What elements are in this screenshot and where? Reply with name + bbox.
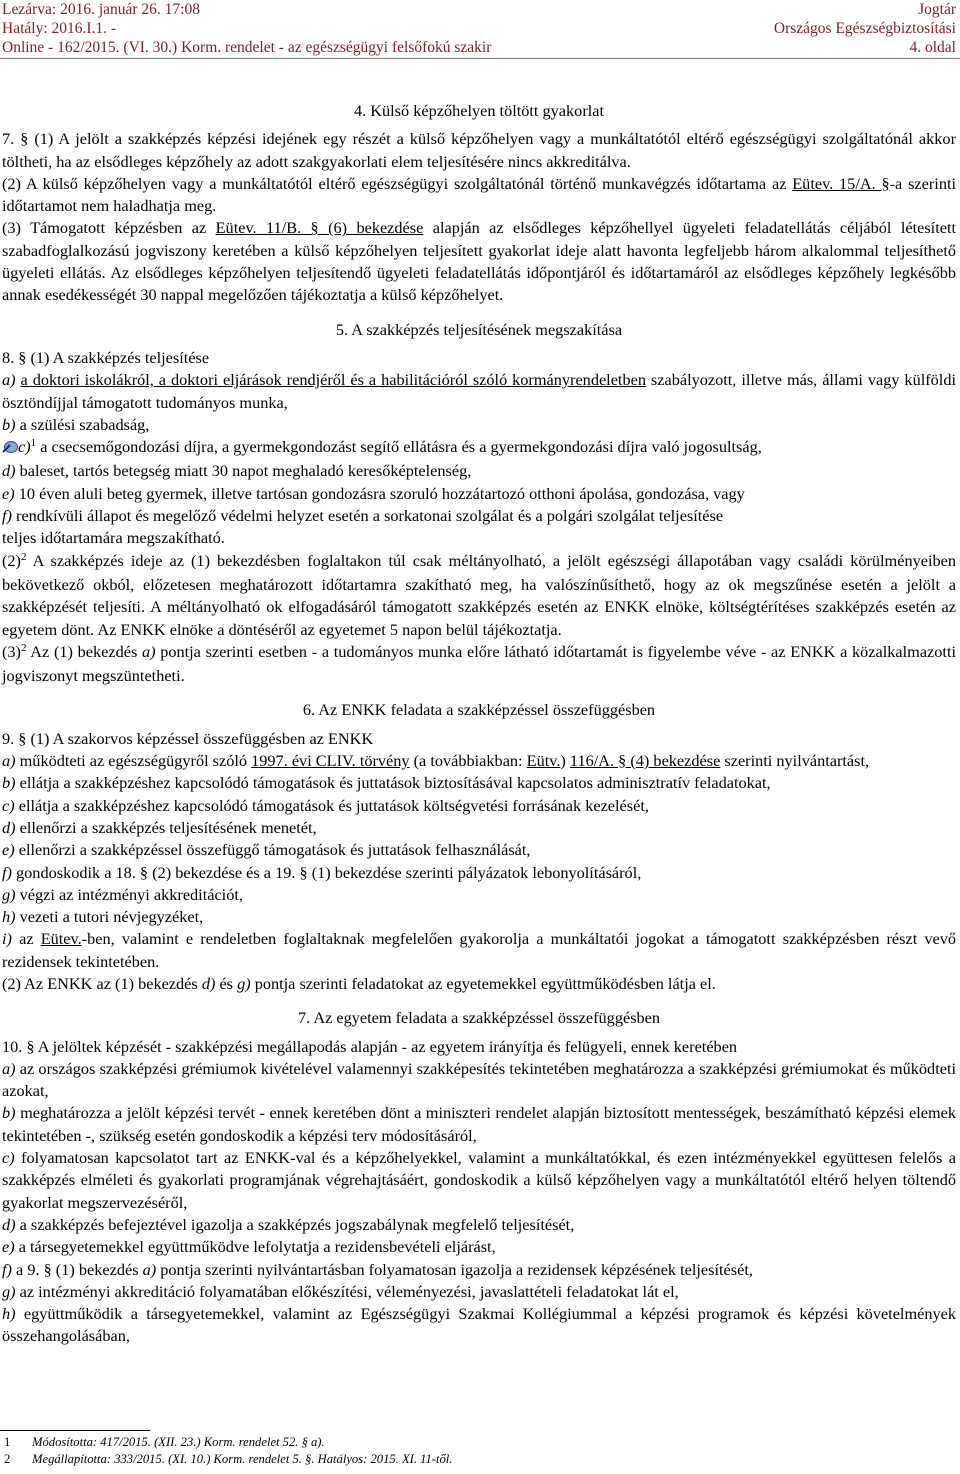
- text: (2) A külső képzőhelyen vagy a munkáltatótól eltérő egészségügyi szolgáltatónál történő munkavégzés időtartama az: [2, 173, 793, 193]
- text: gondoskodik a 18. § (2) bekezdése és a 19. § (1) bekezdése szerinti pályázatok lebonyolításáról,: [11, 862, 642, 882]
- text: szerinti nyilvántartást,: [720, 751, 870, 771]
- footnote-ref[interactable]: 2: [20, 641, 27, 654]
- header-brand: Jogtár: [918, 1, 956, 18]
- point-8-a: [2, 369, 956, 414]
- point-9-i: [2, 928, 956, 973]
- page-number: 4. oldal: [909, 39, 956, 56]
- link-116a[interactable]: 116/A. § (4) bekezdése: [569, 751, 721, 771]
- point-label: b): [2, 1103, 16, 1123]
- footnote-number: 1: [4, 1435, 11, 1449]
- point-label: d): [2, 1214, 16, 1234]
- point-8-c: [2, 436, 956, 460]
- footnote-text: Módosította: 417/2015. (XII. 23.) Korm. rendelet 52. § a).: [32, 1435, 325, 1449]
- paragraph-8-tail: teljes időtartamára megszakítható.: [2, 528, 225, 548]
- point-8-b: [2, 414, 956, 436]
- point-8-e: [2, 483, 956, 505]
- point-9-c: [2, 795, 956, 817]
- point-9-g: [2, 884, 956, 906]
- point-label: f): [2, 1259, 12, 1279]
- paragraph-8-3: [2, 641, 956, 688]
- paragraph-10: 10. § A jelöltek képzését - szakképzési megállapodás alapján - az egyetem irányítja és felügyeli, ennek keretében: [2, 1036, 738, 1056]
- header-left: [2, 0, 491, 57]
- link-doktori-rendelet[interactable]: a doktori iskolákról, a doktori eljárások rendjéről és a habilitációról szóló kormányrendeletben: [20, 370, 646, 390]
- point-9-e: [2, 839, 956, 861]
- point-label: e): [2, 1237, 15, 1257]
- footnote-divider: [0, 1430, 150, 1431]
- text: ): [560, 751, 570, 771]
- paragraph-7-1: 7. § (1) A jelölt a szakképzés képzési idejének egy részét a külső képzőhelyen vagy a munkáltatótól eltérő egészségügyi szolgáltatónál akkor töltheti, ha az elsődleges képzőhely az adott szakgyakorlati elem teljesítésére nincs akkreditálva.: [2, 129, 956, 171]
- text: pontja szerinti feladatokat az egyetemekkel együttműködésben látja el.: [250, 973, 716, 993]
- text: végzi az intézményi akkreditációt,: [15, 884, 243, 904]
- text: meghatározza a jelölt képzési tervét - ennek keretében dönt a miniszteri rendelet alapján biztosított mentességek, beszámítható képzési elemek tekintetében -, szükség esetén gondoskodik a képzési terv módosításáról,: [2, 1103, 956, 1145]
- point-label: a): [142, 1259, 157, 1279]
- text: (3) Támogatott képzésben az: [2, 218, 216, 238]
- point-label: e): [2, 483, 15, 503]
- point-9-h: [2, 906, 956, 928]
- header-right: [774, 0, 956, 57]
- amendment-icon[interactable]: [2, 438, 18, 452]
- paragraph-7-3: [2, 217, 956, 306]
- text: Az (1) bekezdés: [26, 641, 142, 661]
- point-label: g): [2, 1281, 16, 1301]
- point-label: d): [2, 817, 16, 837]
- text: a társegyetemekkel együttműködve lefolytatja a rezidensbevételi eljárást,: [14, 1237, 496, 1257]
- text: ellátja a szakképzéshez kapcsolódó támogatások és juttatások költségvetési forrásának kezelését,: [14, 795, 649, 815]
- text: (3): [2, 641, 21, 661]
- text: az országos szakképzési grémiumok kivételével valamennyi szakképesítés tekintetében meghatározza a szakképzési grémiumokat és működteti azokat,: [2, 1058, 956, 1101]
- text: pontja szerinti esetben - a tudományos munka előre látható időtartamát is figyelembe véve - az ENKK a közalkalmazotti jogviszonyt megszüntetheti.: [2, 641, 956, 686]
- text: az intézményi akkreditáció folyamatában előkészítési, véleményezési, javaslattételi feladatokat lát el,: [15, 1281, 679, 1301]
- header-institution: Országos Egészségbiztosítási: [773, 20, 956, 37]
- link-eutev[interactable]: Eütev.: [40, 929, 82, 949]
- section-heading-6: 6. Az ENKK feladata a szakképzéssel összefüggésben: [302, 700, 656, 720]
- text: (a továbbiakban:: [409, 751, 527, 771]
- point-9-b: [2, 772, 956, 794]
- link-eutv[interactable]: Eütv.: [526, 751, 561, 771]
- point-9-d: [2, 817, 956, 839]
- link-1997-cliv[interactable]: 1997. évi CLIV. törvény: [251, 751, 410, 771]
- point-label: e): [2, 840, 15, 860]
- point-label: c): [2, 795, 15, 815]
- point-9-f: [2, 862, 956, 884]
- section-heading-7: 7. Az egyetem feladata a szakképzéssel összefüggésben: [297, 1008, 661, 1028]
- point-label: c): [18, 437, 31, 457]
- text: -ben, valamint e rendeletben foglaltaknak megfelelően gyakorolja a munkáltatói jogokat a támogatott szakképzésben részt vevő rezidensek tekintetében.: [2, 929, 957, 971]
- text: a csecsemőgondozási díjra, a gyermekgondozást segítő ellátásra és a gyermekgondozási díjra való jogosultság,: [36, 437, 762, 457]
- text: baleset, tartós betegség miatt 30 napot meghaladó keresőképtelenség,: [15, 461, 472, 481]
- paragraph-8-1: 8. § (1) A szakképzés teljesítése: [2, 347, 210, 367]
- point-label: f): [2, 862, 12, 882]
- footnote-2: [0, 1451, 960, 1468]
- point-9-a: [2, 750, 956, 772]
- paragraph-8-2: [2, 550, 956, 641]
- point-label: a): [141, 641, 156, 661]
- link-eutev-15a[interactable]: Eütev. 15/A. §: [792, 173, 890, 193]
- point-label: d): [2, 461, 16, 481]
- text: a szülési szabadság,: [15, 414, 150, 434]
- point-label: c): [2, 1148, 15, 1168]
- paragraph-7-2: [2, 173, 956, 218]
- paragraph-9-1: 9. § (1) A szakorvos képzéssel összefüggésben az ENKK: [2, 728, 374, 748]
- text: A szakképzés ideje az (1) bekezdésben foglaltakon túl csak méltányolható, a jelölt egészségi állapotában vagy családi körülményeiben bekövetkező okból, előzetesen meghatározott időtartamra szakítható meg, ha valószínűsíthető, hogy az ok megszűnése esetén a jelölt a szakképzését teljesíti. A méltányolható ok elfogadásáról támogatott szakképzés esetén az ENKK elnöke, költségtérítéses szakképzés esetén az egyetem dönt. Az ENKK elnöke a döntéséről az egyetemet 5 napon belül tájékoztatja.: [2, 550, 956, 639]
- header-closed-date: Lezárva: 2016. január 26. 17:08: [2, 1, 200, 18]
- footnote-ref[interactable]: 1: [30, 437, 37, 450]
- text: ellátja a szakképzéshez kapcsolódó támogatások és juttatások biztosításával kapcsolatos adminisztratív feladatokat,: [15, 773, 771, 793]
- paragraph-9-2: [2, 973, 956, 995]
- point-10-h: [2, 1303, 956, 1348]
- point-10-b: [2, 1102, 956, 1147]
- text: a szakképzés befejeztével igazolja a szakképzés jogszabálynak megfelelő teljesítését,: [15, 1214, 575, 1234]
- text: és: [215, 973, 238, 993]
- point-label: i): [2, 929, 12, 949]
- footnotes: [0, 1434, 960, 1468]
- point-label: f): [2, 506, 12, 526]
- point-label: g): [2, 884, 16, 904]
- point-label: a): [2, 370, 16, 390]
- document-body: [2, 100, 956, 1348]
- footnote-number: 2: [4, 1452, 11, 1466]
- text: pontja szerinti nyilvántartásban folyamatosan igazolja a rezidensek képzésének teljesítését,: [156, 1259, 753, 1279]
- point-10-d: [2, 1214, 956, 1236]
- text: vezeti a tutori névjegyzéket,: [15, 907, 204, 927]
- page-header: [0, 0, 960, 59]
- point-label: a): [2, 1058, 16, 1078]
- point-8-f: [2, 505, 956, 527]
- section-heading-5: 5. A szakképzés teljesítésének megszakítása: [335, 319, 623, 339]
- point-label: h): [2, 1304, 16, 1324]
- point-10-a: [2, 1058, 956, 1103]
- text: ellenőrzi a szakképzés teljesítésének menetét,: [15, 817, 317, 837]
- point-label: b): [2, 773, 16, 793]
- point-10-g: [2, 1281, 956, 1303]
- point-8-d: [2, 460, 956, 482]
- link-eutev-11b[interactable]: Eütev. 11/B. § (6) bekezdése: [215, 218, 424, 238]
- text: (2) Az ENKK az (1) bekezdés: [2, 973, 202, 993]
- text: (2): [2, 550, 21, 570]
- footnote-ref[interactable]: 2: [20, 550, 27, 563]
- footnote-text: Megállapította: 333/2015. (XI. 10.) Korm. rendelet 5. §. Hatályos: 2015. XI. 11-től.: [32, 1452, 453, 1466]
- point-label: b): [2, 414, 16, 434]
- text: -a szerinti időtartamot nem haladhatja meg.: [2, 173, 957, 216]
- text: rendkívüli állapot és megelőző védelmi helyzet esetén a sorkatonai szolgálat és a polgári szolgálat teljesítése: [11, 506, 724, 526]
- footnote-1: [0, 1434, 960, 1451]
- text: együttműködik a társegyetemekkel, valamint az Egészségügyi Szakmai Kollégiummal a képzési programok és képzési követelmények összehangolásában,: [2, 1304, 956, 1346]
- point-label: g): [237, 973, 251, 993]
- point-label: d): [201, 973, 216, 993]
- text: alapján az elsődleges képzőhellyel ügyeleti feladatellátás céljából létesített szabadfoglalkozású jogviszony keretében a külső képzőhelyen teljesített gyakorlat ideje alatt havonta legfeljebb három alkalommal teljesíthető ügyeleti ellátás. Az elsődleges képzőhelyen teljesítendő ügyeleti feladatellátás időpontjáról és időtartamáról az elsődleges képzőhely legkésőbb annak esedékességét 30 nappal megelőzően tájékoztatja a külső képzőhelyet.: [2, 218, 956, 305]
- text: szabályozott, illetve más, állami vagy külföldi ösztöndíjjal támogatott tudományos munka,: [2, 370, 956, 412]
- text: az: [11, 929, 41, 949]
- header-effective: Hatály: 2016.I.1. -: [2, 20, 117, 37]
- text: működteti az egészségügyről szóló: [15, 751, 252, 771]
- text: folyamatosan kapcsolatot tart az ENKK-val és a képzőhelyekkel, valamint a munkáltatókkal, és ezen intézményekkel együttesen felelős a szakképzés elméleti és gyakorlati programjának végrehajtásáért, gondoskodik a külső képzőhelyen vagy a munkáltatótól eltérő helyen töltendő gyakorlat megszervezéséről,: [2, 1148, 956, 1212]
- header-document-title: Online - 162/2015. (VI. 30.) Korm. rendelet - az egészségügyi felsőfokú szakir: [2, 39, 492, 56]
- text: a 9. § (1) bekezdés: [11, 1259, 143, 1279]
- point-label: h): [2, 907, 16, 927]
- point-10-f: [2, 1259, 956, 1281]
- point-10-e: [2, 1236, 956, 1258]
- point-label: a): [2, 751, 16, 771]
- point-10-c: [2, 1147, 956, 1214]
- text: ellenőrzi a szakképzéssel összefüggő támogatások és juttatások felhasználását,: [14, 840, 531, 860]
- text: 10 éven aluli beteg gyermek, illetve tartósan gondozásra szoruló hozzátartozó otthoni ápolása, gondozása, vagy: [14, 483, 745, 503]
- section-heading-4: 4. Külső képzőhelyen töltött gyakorlat: [353, 101, 605, 120]
